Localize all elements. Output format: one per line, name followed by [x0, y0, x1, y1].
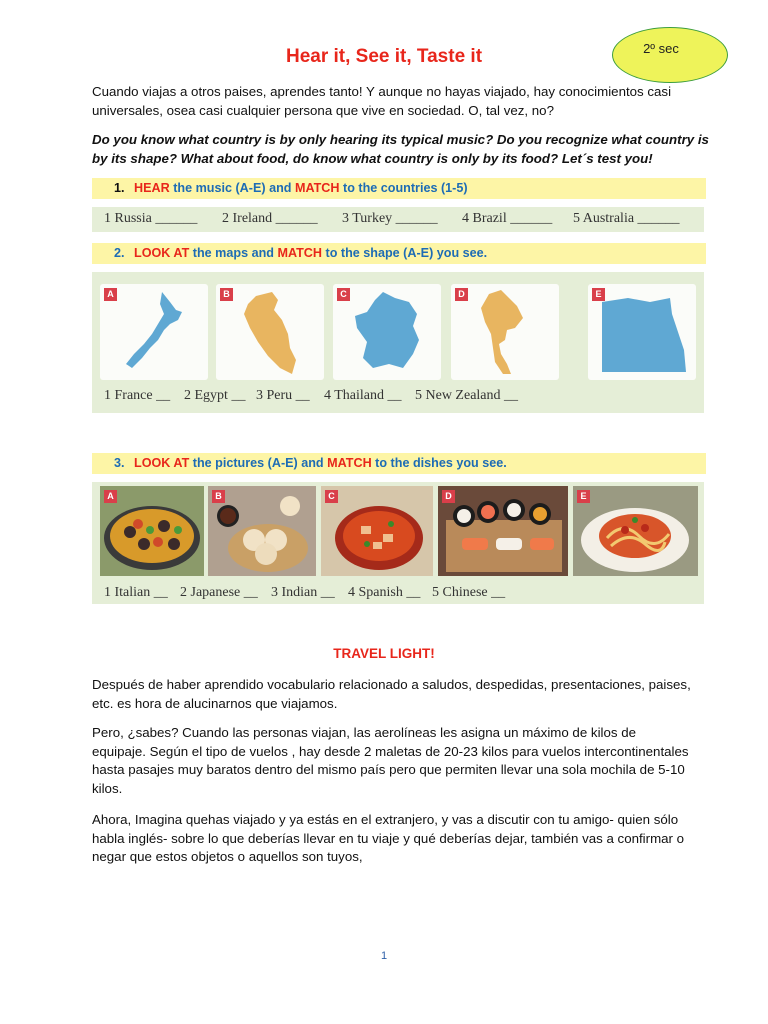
task1-verb-match: MATCH — [294, 181, 340, 195]
task2-verb-look: LOOK AT — [134, 246, 190, 260]
sushi-photo — [438, 486, 568, 576]
level-badge — [612, 27, 728, 83]
dish-c — [321, 486, 433, 576]
map-a — [100, 284, 208, 380]
egypt-shape-icon — [588, 284, 696, 380]
country-shape-item: 3 Peru __ — [256, 388, 310, 403]
travel-paragraph-1: Después de haber aprendido vocabulario relacionado a saludos, despedidas, presentaciones, paises, etc. es hora de alucinarnos que viajamos. — [92, 677, 691, 711]
task1-verb-hear: HEAR — [134, 181, 170, 195]
map-c-letter: C — [337, 288, 350, 301]
map-b-letter: B — [220, 288, 233, 301]
task1-text-middle: the music (A-E) and — [169, 181, 295, 195]
map-e-letter: E — [592, 288, 605, 301]
dish-item: 1 Italian __ — [104, 585, 168, 600]
country-shape-item: 5 New Zealand __ — [415, 388, 519, 403]
travel-paragraph-3: Ahora, Imagina quehas viajado y ya estás en el extranjero, y vas a discutir con tu amigo- quien sólo habla inglés- sobre lo que deberías llevar en tu viaje y qué deberías dejar, también vas a confirmar o negar que estos objetos o aquellos son tuyos, — [92, 812, 685, 864]
france-shape-icon — [333, 284, 441, 380]
new-zealand-shape-icon — [100, 284, 208, 380]
task2-text-end: to the shape (A-E) you see. — [322, 246, 488, 260]
task1-number: 1. — [114, 181, 125, 195]
task3-text-end: to the dishes you see. — [371, 456, 507, 470]
task3-number: 3. — [114, 456, 125, 470]
task2-number: 2. — [114, 246, 125, 260]
dish-b-letter: B — [212, 490, 225, 503]
travel-heading: TRAVEL LIGHT! — [333, 646, 435, 661]
task3-verb-match: MATCH — [327, 456, 372, 470]
peru-shape-icon — [216, 284, 324, 380]
map-a-letter: A — [104, 288, 117, 301]
page-number: 1 — [380, 950, 388, 962]
thailand-shape-icon — [451, 284, 559, 380]
country-shape-item: 1 France __ — [104, 388, 171, 403]
dish-a — [100, 486, 204, 576]
dish-item: 3 Indian __ — [271, 585, 335, 600]
task2-instruction — [92, 243, 706, 264]
country-item: 4 Brazil ______ — [462, 211, 553, 226]
spaghetti-photo — [573, 486, 698, 576]
map-b — [216, 284, 324, 380]
task2-verb-match: MATCH — [277, 246, 323, 260]
dish-a-letter: A — [104, 490, 117, 503]
dish-item: 2 Japanese __ — [180, 585, 258, 600]
map-d-letter: D — [455, 288, 468, 301]
intro-spanish: Cuando viajas a otros paises, aprendes tanto! Y aunque no hayas viajado, hay conocimientos casi universales, osea casi cualquier persona que vive en sociedad. O, tal vez, no? — [92, 84, 672, 118]
map-e — [588, 284, 696, 380]
maps-strip — [92, 272, 704, 413]
task1-instruction — [92, 178, 706, 199]
dishes-strip — [92, 482, 704, 604]
country-item: 5 Australia ______ — [573, 211, 680, 226]
task3-instruction — [92, 453, 706, 474]
country-shape-list — [92, 388, 704, 404]
country-item: 2 Ireland ______ — [222, 211, 318, 226]
map-c — [333, 284, 441, 380]
level-badge-text: 2º sec — [643, 41, 679, 56]
dish-item: 4 Spanish __ — [348, 585, 421, 600]
page-title: Hear it, See it, Taste it — [285, 46, 483, 67]
intro-english: Do you know what country is by only hearing its typical music? Do you recognize what country is by its shape? What about food, do know what country is only by its food? Let´s test you! — [92, 132, 709, 166]
country-shape-item: 4 Thailand __ — [324, 388, 402, 403]
country-shape-item: 2 Egypt __ — [184, 388, 246, 403]
dish-d-letter: D — [442, 490, 455, 503]
countries-strip — [92, 207, 704, 232]
country-item: 3 Turkey ______ — [342, 211, 438, 226]
country-list — [92, 211, 704, 227]
dish-b — [208, 486, 316, 576]
dish-e — [573, 486, 698, 576]
country-item: 1 Russia ______ — [104, 211, 198, 226]
dish-item: 5 Chinese __ — [432, 585, 506, 600]
task3-text-middle: the pictures (A-E) and — [189, 456, 328, 470]
task1-text-end: to the countries (1-5) — [339, 181, 468, 195]
travel-paragraph-2: Pero, ¿sabes? Cuando las personas viajan, las aerolíneas les asigna un máximo de kilos de equipaje. Según el tipo de vuelos , hay desde 2 maletas de 20-23 kilos para vuelos intercontinentales hasta pasajes muy baratos dentro del mismo país pero que permiten llevar una sola mochila de 5-10 kilos. — [92, 725, 689, 796]
dish-e-letter: E — [577, 490, 590, 503]
task2-text-middle: the maps and — [189, 246, 278, 260]
dish-list — [92, 585, 704, 601]
map-d — [451, 284, 559, 380]
dish-d — [438, 486, 568, 576]
task3-verb-look: LOOK AT — [134, 456, 190, 470]
dish-c-letter: C — [325, 490, 338, 503]
